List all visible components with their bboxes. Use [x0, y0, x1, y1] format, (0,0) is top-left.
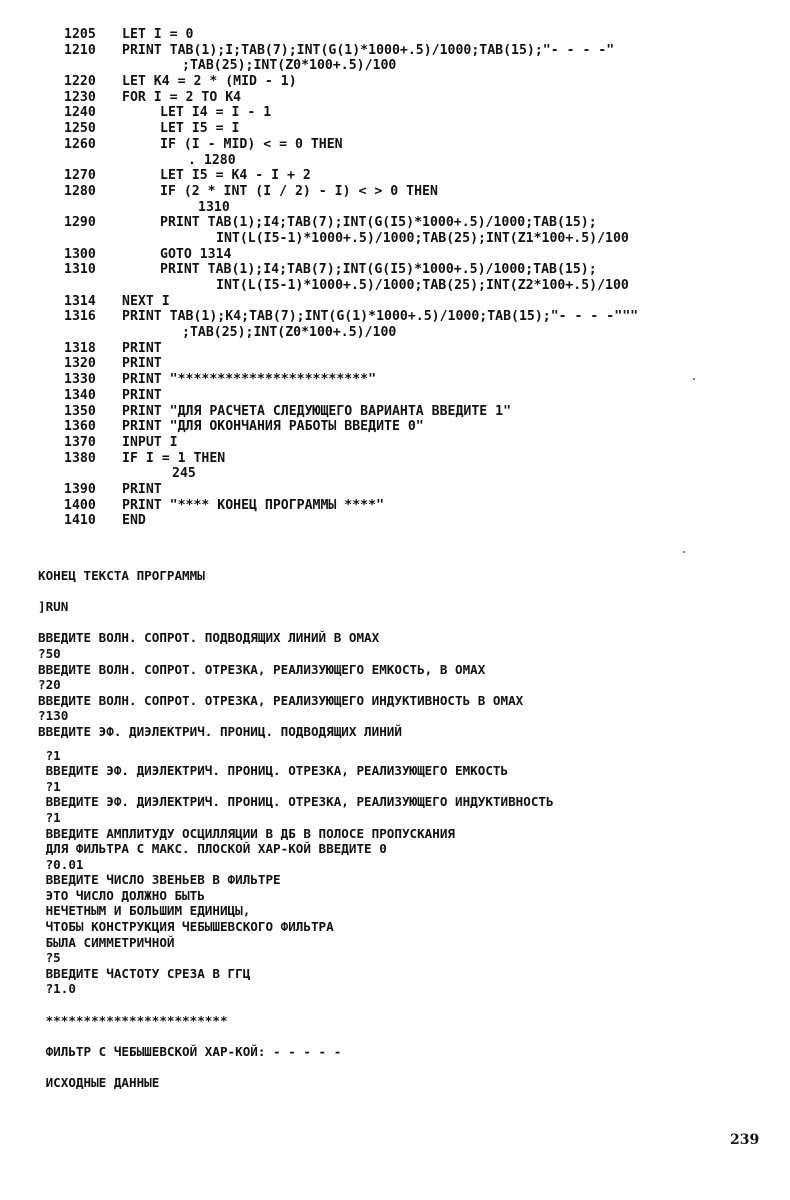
code-text: FOR I = 2 TO K4 — [122, 89, 242, 105]
code-text: PRINT TAB(1);I;TAB(7);INT(G(1)*1000+.5)/1000;TAB(15);"- - - -" — [122, 42, 615, 58]
scan-speck — [693, 378, 695, 380]
output-line: ?0.01 — [38, 856, 84, 872]
output-line: ?20 — [38, 677, 61, 693]
code-text: END — [122, 513, 146, 529]
line-number: 1340 — [64, 387, 96, 403]
code-text: . 1280 — [188, 152, 236, 168]
output-line: ДЛЯ ФИЛЬТРА С МАКС. ПЛОСКОЙ ХАР-КОЙ ВВЕДИТЕ 0 — [38, 841, 387, 857]
line-number: 1320 — [64, 356, 96, 372]
code-text: INT(L(I5-1)*1000+.5)/1000;TAB(25);INT(Z2*100+.5)/100 — [216, 278, 629, 293]
blank-line — [38, 584, 554, 600]
code-text: PRINT TAB(1);I4;TAB(7);INT(G(I5)*1000+.5)/1000;TAB(15); — [160, 215, 597, 231]
blank-line — [38, 740, 554, 748]
code-text: INPUT I — [122, 434, 178, 450]
line-number: 1390 — [64, 481, 96, 497]
output-line: ?5 — [38, 950, 61, 966]
code-text: IF (2 * INT (I / 2) - I) < > 0 THEN — [160, 183, 438, 199]
blank-line — [38, 1059, 554, 1075]
code-text: PRINT — [122, 481, 162, 497]
output-line: ВВЕДИТЕ ВОЛН. СОПРОТ. ПОДВОДЯЩИХ ЛИНИЙ В ОМАХ — [38, 630, 380, 646]
line-number: 1318 — [64, 340, 96, 356]
line-number: 1290 — [64, 215, 96, 231]
code-text: PRINT — [122, 340, 162, 356]
line-number: 1230 — [64, 89, 96, 105]
output-line: ?1 — [38, 809, 61, 825]
output-line: ВВЕДИТЕ ЧАСТОТУ СРЕЗА В ГГЦ — [38, 965, 251, 981]
output-line: ВВЕДИТЕ ЭФ. ДИЭЛЕКТРИЧ. ПРОНИЦ. ОТРЕЗКА, РЕАЛИЗУЮЩЕГО ЕМКОСТЬ — [38, 763, 509, 779]
output-line: ?1 — [38, 747, 61, 763]
code-text: PRINT TAB(1);I4;TAB(7);INT(G(I5)*1000+.5)/1000;TAB(15); — [160, 262, 597, 278]
line-number: 1370 — [64, 434, 96, 450]
line-number: 1220 — [64, 74, 96, 90]
scan-speck — [683, 551, 685, 553]
program-run-output — [38, 568, 554, 1091]
output-line: ВВЕДИТЕ ВОЛН. СОПРОТ. ОТРЕЗКА, РЕАЛИЗУЮЩЕГО ИНДУКТИВНОСТЬ В ОМАХ — [38, 692, 524, 708]
line-number: 1250 — [64, 121, 96, 137]
code-text: 245 — [172, 466, 196, 482]
output-line: ФИЛЬТР С ЧЕБЫШЕВСКОЙ ХАР-КОЙ: - - - - - — [38, 1043, 342, 1059]
line-number: 1205 — [64, 27, 96, 42]
code-text: ;TAB(25);INT(Z0*100+.5)/100 — [182, 325, 397, 341]
code-text: ;TAB(25);INT(Z0*100+.5)/100 — [182, 58, 397, 74]
code-text: LET I5 = I — [160, 121, 240, 137]
code-text: PRINT TAB(1);K4;TAB(7);INT(G(1)*1000+.5)/1000;TAB(15);"- - - -""" — [122, 309, 639, 325]
output-line: ВВЕДИТЕ ЧИСЛО ЗВЕНЬЕВ В ФИЛЬТРЕ — [38, 872, 281, 888]
code-text: IF I = 1 THEN — [122, 450, 226, 466]
code-text: NEXT I — [122, 293, 170, 309]
blank-line — [38, 615, 554, 631]
line-number: 1210 — [64, 42, 96, 58]
output-line: ************************ — [38, 1012, 228, 1028]
line-number: 1400 — [64, 497, 96, 513]
line-number: 1310 — [64, 262, 96, 278]
line-number: 1260 — [64, 136, 96, 152]
blank-line — [38, 1028, 554, 1044]
line-number: 1314 — [64, 293, 96, 309]
output-line: КОНЕЦ ТЕКСТА ПРОГРАММЫ — [38, 568, 205, 583]
output-line: ВВЕДИТЕ ЭФ. ДИЭЛЕКТРИЧ. ПРОНИЦ. ОТРЕЗКА, РЕАЛИЗУЮЩЕГО ИНДУКТИВНОСТЬ — [38, 794, 554, 810]
line-number: 1316 — [64, 309, 96, 325]
blank-line — [38, 997, 554, 1013]
code-text: IF (I - MID) < = 0 THEN — [160, 136, 343, 152]
code-text: LET I5 = K4 - I + 2 — [160, 168, 311, 184]
line-number: 1240 — [64, 105, 96, 121]
code-text: INT(L(I5-1)*1000+.5)/1000;TAB(25);INT(Z1*100+.5)/100 — [216, 230, 629, 246]
code-text: GOTO 1314 — [160, 246, 232, 262]
code-text: LET I4 = I - 1 — [160, 105, 272, 121]
line-number: 1380 — [64, 450, 96, 466]
output-line: ЭТО ЧИСЛО ДОЛЖНО БЫТЬ — [38, 887, 205, 903]
line-number: 1360 — [64, 419, 96, 435]
code-text: PRINT "ДЛЯ ОКОНЧАНИЯ РАБОТЫ ВВЕДИТЕ 0" — [122, 419, 424, 435]
output-line: НЕЧЕТНЫМ И БОЛЬШИМ ЕДИНИЦЫ, — [38, 903, 251, 919]
page-number: 239 — [730, 1132, 760, 1148]
line-number: 1350 — [64, 403, 96, 419]
output-line: ?50 — [38, 645, 61, 661]
output-line: ?130 — [38, 708, 69, 724]
code-text: LET K4 = 2 * (MID - 1) — [122, 74, 297, 90]
line-number: 1330 — [64, 372, 96, 388]
code-text: PRINT "************************" — [122, 372, 377, 388]
code-text: 1310 — [198, 199, 230, 215]
output-line: ВВЕДИТЕ ЭФ. ДИЭЛЕКТРИЧ. ПРОНИЦ. ПОДВОДЯЩИХ ЛИНИЙ — [38, 723, 402, 739]
output-line: ?1 — [38, 778, 61, 794]
output-line: ]RUN — [38, 599, 69, 615]
code-text: PRINT "ДЛЯ РАСЧЕТА СЛЕДУЮЩЕГО ВАРИАНТА ВВЕДИТЕ 1" — [122, 403, 512, 419]
line-number: 1280 — [64, 183, 96, 199]
line-number: 1410 — [64, 513, 96, 529]
line-number: 1300 — [64, 246, 96, 262]
code-text: PRINT — [122, 387, 162, 403]
line-number: 1270 — [64, 168, 96, 184]
output-line: ИСХОДНЫЕ ДАННЫЕ — [38, 1075, 160, 1090]
output-line: БЫЛА СИММЕТРИЧНОЙ — [38, 934, 175, 950]
output-line: ЧТОБЫ КОНСТРУКЦИЯ ЧЕБЫШЕВСКОГО ФИЛЬТРА — [38, 919, 334, 935]
output-line: ?1.0 — [38, 981, 76, 997]
code-text: PRINT "**** КОНЕЦ ПРОГРАММЫ ****" — [122, 497, 385, 513]
code-text: PRINT — [122, 356, 162, 372]
code-text: LET I = 0 — [122, 27, 194, 42]
output-line: ВВЕДИТЕ АМПЛИТУДУ ОСЦИЛЛЯЦИИ В ДБ В ПОЛОСЕ ПРОПУСКАНИЯ — [38, 825, 456, 841]
output-line: ВВЕДИТЕ ВОЛН. СОПРОТ. ОТРЕЗКА, РЕАЛИЗУЮЩЕГО ЕМКОСТЬ, В ОМАХ — [38, 661, 486, 677]
